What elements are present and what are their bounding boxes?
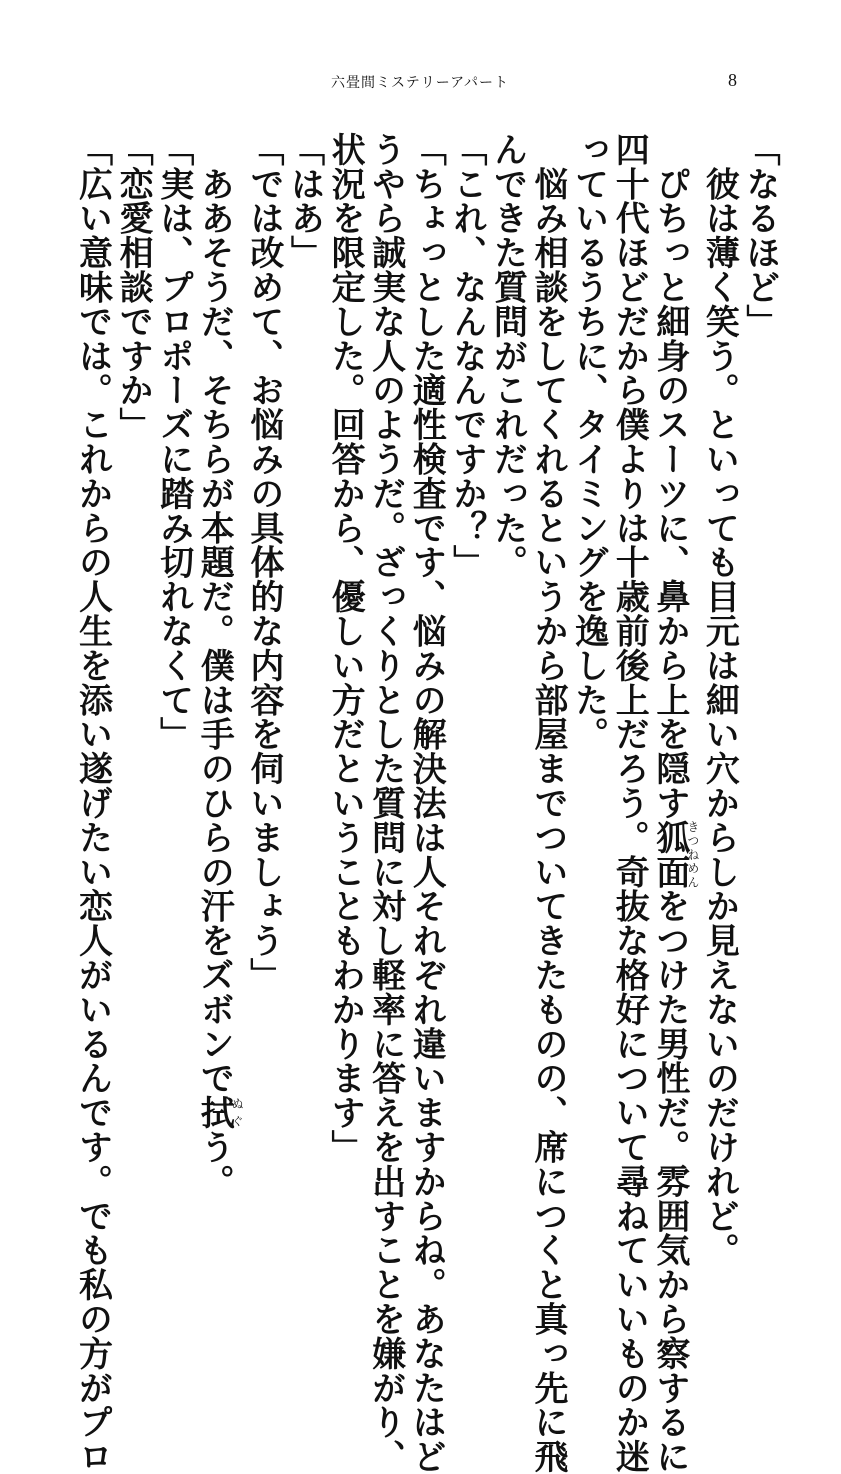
text-line: 「実は、プロポーズに踏み切れなくて」 (153, 132, 194, 752)
ruby-annotation: 拭ぬぐ (194, 1095, 245, 1130)
text-line: 「では改めて、お悩みの具体的な内容を伺いましょう」 (243, 132, 284, 992)
text-line-with-ruby: ぴちっと細身のスーツに、鼻から上を隠す狐面きつねめんをつけた男性だ。雰囲気から察するに (649, 132, 700, 1474)
running-title: 六畳間ミステリーアパート (331, 75, 509, 91)
text-line: 「恋愛相談ですか」 (113, 132, 154, 442)
text-line: 「なるほど」 (740, 132, 780, 339)
text-line: 彼は薄く笑う。といっても目元は細い穴からしか見えないのだけれど。 (699, 132, 740, 1268)
page-number: 8 (728, 70, 737, 90)
vertical-body-text (72, 132, 780, 1474)
ruby-reading: きつねめん (685, 820, 700, 889)
text-line: 「ちょっとした適性検査です、悩みの解決法は人それぞれ違いますからね。あなたはど (406, 132, 447, 1474)
text-line: 「これ、なんなんですか？」 (446, 132, 487, 580)
text-line: んできた質問がこれだった。 (487, 132, 528, 580)
text-line-with-ruby: ああそうだ、そちらが本題だ。僕は手のひらの汗をズボンで拭ぬぐう。 (194, 132, 245, 1199)
ruby-annotation: 狐面きつねめん (649, 820, 700, 889)
text-line: 悩み相談をしてくれるというから部屋までついてきたものの、席につくと真っ先に飛 (528, 132, 569, 1474)
text-line: 「はあ」 (284, 132, 325, 270)
text-line: 状況を限定した。回答から、優しい方だということもわかります」 (325, 132, 366, 1164)
text-line: っているうちに、タイミングを逸した。 (568, 132, 609, 752)
text-line: うやら誠実な人のようだ。ざっくりとした質問に対し軽率に答えを出すことを嫌がり、 (365, 132, 406, 1474)
ruby-reading: ぬぐ (230, 1095, 245, 1130)
text-line: 四十代ほどだから僕よりは十歳前後上だろう。奇抜な格好について尋ねていいものか迷 (609, 132, 650, 1474)
text-line: 「広い意味では。これからの人生を添い遂げたい恋人がいるんです。でも私の方がプロ (72, 132, 113, 1474)
